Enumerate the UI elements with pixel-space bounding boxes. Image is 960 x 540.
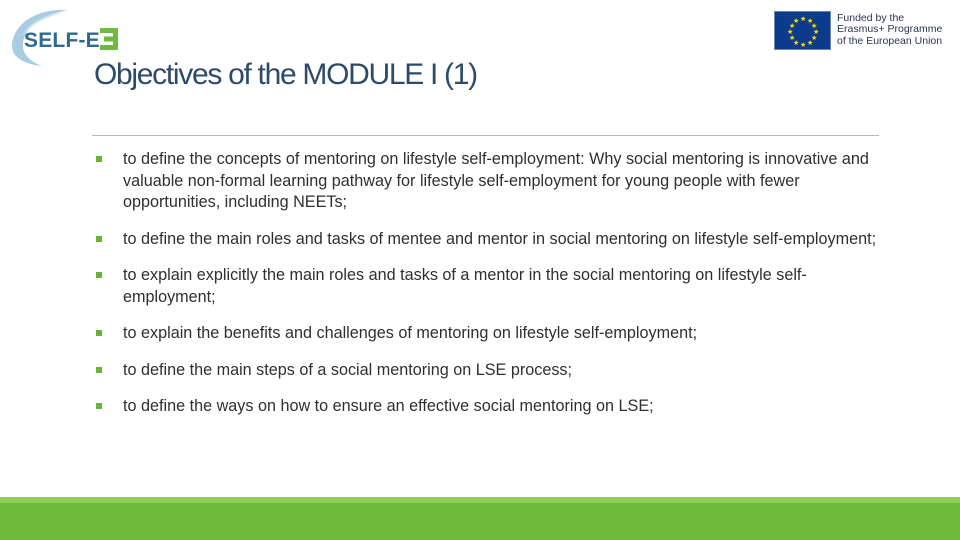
eu-funding-text	[837, 13, 942, 48]
square-bullet-icon	[96, 236, 102, 242]
list-item	[96, 360, 886, 382]
list-item	[96, 229, 886, 251]
list-item	[96, 323, 886, 345]
square-bullet-icon	[96, 272, 102, 278]
list-item	[96, 149, 886, 214]
square-bullet-icon	[96, 403, 102, 409]
square-bullet-icon	[96, 156, 102, 162]
list-item-text: to explain the benefits and challenges of mentoring on lifestyle self-employment;	[123, 324, 698, 342]
list-item	[96, 265, 886, 308]
eu-funding-badge	[774, 10, 954, 50]
square-bullet-icon	[96, 330, 102, 336]
eu-flag-icon: ★ ★ ★ ★ ★ ★ ★ ★ ★ ★ ★ ★	[774, 11, 831, 50]
objectives-list	[96, 149, 886, 433]
eu-text-line: Funded by the	[837, 11, 905, 24]
list-item-text: to explain explicitly the main roles and tasks of a mentor in the social mentoring on lifestyle self-employment;	[123, 266, 807, 306]
slide-title: Objectives of the MODULE I (1)	[94, 58, 477, 91]
three-bars-icon	[100, 28, 118, 50]
list-item-text: to define the main steps of a social mentoring on LSE process;	[123, 360, 573, 379]
title-divider	[92, 135, 879, 136]
list-item	[96, 396, 886, 418]
list-item-text: to define the main roles and tasks of mentee and mentor in social mentoring on lifestyle self-employment;	[123, 229, 877, 248]
list-item-text: to define the ways on how to ensure an effective social mentoring on LSE;	[123, 397, 654, 415]
square-bullet-icon	[96, 367, 102, 373]
list-item-text: to define the concepts of mentoring on lifestyle self-employment: Why social mentoring is innovative and valuable non-formal learning pathway for lifestyle self-employment for young people with fewer opportunities, including NEETs;	[123, 150, 869, 211]
logo-text: SELF-E	[24, 29, 100, 52]
footer-band	[0, 497, 960, 540]
eu-text-line: of the European Union	[837, 34, 943, 47]
eu-text-line: Erasmus+ Programme	[837, 23, 943, 36]
